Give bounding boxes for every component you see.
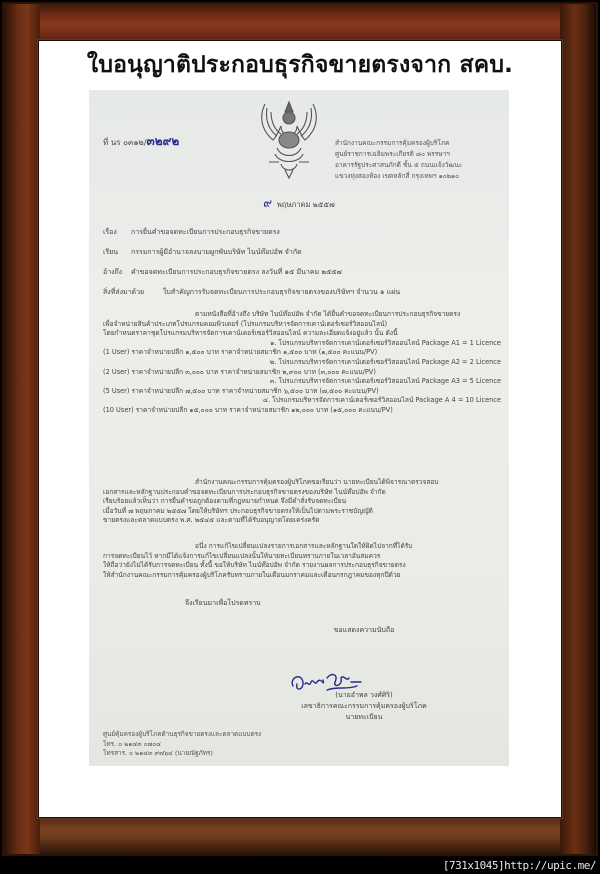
paragraph-line: เรียบร้อยแล้วเห็นว่า การยื่นคำขอถูกต้องตามที่กฎหมายกำหนด จึงมีคำสั่งรับจดทะเบียน bbox=[103, 497, 347, 506]
footer-department: ศูนย์คุ้มครองผู้บริโภคด้านธุรกิจขายตรงและตลาดแบบตรง bbox=[103, 730, 262, 738]
signer-name: (นายอำพล วงศ์ศิริ) bbox=[335, 691, 393, 699]
package-title: ๔. โปรแกรมบริหารจัดการเคาน์เตอร์เซอร์วิสออนไลน์ Package A 4 = 10 Licence bbox=[262, 396, 501, 405]
package-price: (1 User) ราคาจำหน่ายปลีก ๑,๕๐๐ บาท ราคาจำหน่ายสมาชิก ๑,๕๐๐ บาท (๑,๕๐๐ คะแนน/PV) bbox=[103, 348, 378, 357]
closing-request: จึงเรียนมาเพื่อโปรดทราบ bbox=[185, 599, 261, 607]
reference-number bbox=[103, 136, 179, 148]
frame-bottom bbox=[4, 814, 596, 854]
reference-text: คำขอจดทะเบียนการประกอบธุรกิจขายตรง ลงวันที่ ๑๕ มีนาคม ๒๕๕๗ bbox=[131, 268, 342, 276]
address-line: แขวงทุ่งสองห้อง เขตหลักสี่ กรุงเทพฯ ๑๐๒๑๐ bbox=[335, 172, 460, 180]
footer-fax: โทรสาร. ๐ ๒๑๔๓ ๙๗๖๔ (นายณัฐภัทร) bbox=[103, 749, 213, 757]
frame-mat bbox=[39, 41, 561, 817]
signer-role: นายทะเบียน bbox=[345, 713, 383, 721]
package-title: ๒. โปรแกรมบริหารจัดการเคาน์เตอร์เซอร์วิสออนไลน์ Package A2 = 2 Licence bbox=[269, 357, 501, 366]
ref-handwritten: ๓๒๙๒ bbox=[146, 134, 180, 148]
paragraph-line: อนึ่ง การแก้ไขเปลี่ยนแปลงรายการเอกสารและหลักฐานใดให้ผิดไปจากที่ได้รับ bbox=[195, 542, 413, 550]
closing-regards: ขอแสดงความนับถือ bbox=[333, 626, 395, 634]
footer-contact bbox=[103, 730, 261, 759]
paragraph-line: ให้ถือว่ายังไม่ได้รับการจดทะเบียน ทั้งนี้ ขอให้บริษัท ไนน์ท๊อปอัพ จำกัด รายงานผลการประกอบธุรกิจขายตรง bbox=[103, 561, 406, 570]
footer-phone: โทร. ๐ ๒๑๔๓ ๐๗๐๔ bbox=[103, 739, 162, 748]
subject-row bbox=[103, 227, 280, 237]
address-line: สำนักงานคณะกรรมการคุ้มครองผู้บริโภค bbox=[335, 139, 450, 147]
ref-prefix: ที่ นร ๐๓๑๒/ bbox=[103, 138, 147, 147]
subject-label: เรื่อง bbox=[103, 228, 117, 236]
date-day-handwritten: ๙ bbox=[263, 196, 273, 210]
enclosure-text: ใบสำคัญการรับจดทะเบียนการประกอบธุรกิจขายตรงของบริษัทฯ จำนวน ๑ แผ่น bbox=[163, 288, 401, 296]
frame-right bbox=[560, 4, 596, 854]
paragraph-line: สำนักงานคณะกรรมการคุ้มครองผู้บริโภคขอเรียนว่า นายทะเบียนได้พิจารณาตรวจสอบ bbox=[195, 478, 439, 486]
letter-date bbox=[89, 198, 509, 210]
frame-left bbox=[4, 4, 40, 854]
reference-row bbox=[103, 267, 342, 277]
recipient-label: เรียน bbox=[103, 248, 119, 256]
paragraph-line: เมื่อวันที่ ๗ พฤษภาคม ๒๕๕๗ โดยให้บริษัทฯ ประกอบธุรกิจขายตรงให้เป็นไปตามพระราชบัญญัติ bbox=[103, 506, 373, 515]
date-month-year: พฤษภาคม ๒๕๕๗ bbox=[276, 200, 335, 209]
paragraph-2 bbox=[103, 478, 503, 526]
paragraph-line: โดยกำหนดราคาชุดโปรแกรมบริหารจัดการเคาน์เตอร์เซอร์วิสออนไลน์ ความละเอียดแจ้งอยู่แล้ว นั้น ดังนี้ bbox=[103, 329, 398, 338]
package-price: (5 User) ราคาจำหน่ายปลีก ๗,๕๐๐ บาท ราคาจำหน่ายสมาชิก ๖,๕๐๐ บาท (๗,๕๐๐ คะแนน/PV) bbox=[103, 386, 379, 395]
package-price: (10 User) ราคาจำหน่ายปลีก ๑๕,๐๐๐ บาท ราคาจำหน่ายสมาชิก ๑๒,๐๐๐ บาท (๑๕,๐๐๐ คะแนน/PV) bbox=[103, 405, 393, 414]
paragraph-line: การจดทะเบียนไว้ หากมีได้แจ้งการแก้ไขเปลี่ยนแปลงนั้นให้นายทะเบียนทราบภายในเวลาอันสมควร bbox=[103, 551, 381, 560]
package-title: ๑. โปรแกรมบริหารจัดการเคาน์เตอร์เซอร์วิสออนไลน์ Package A1 = 1 Licence bbox=[270, 338, 501, 347]
paragraph-line: ให้สำนักงานคณะกรรมการคุ้มครองผู้บริโภครับทราบภายในเดือนมกราคมและเดือนกรกฎาคมของทุกปีด้วย bbox=[103, 570, 401, 579]
image-host-watermark: [731x1045]http://upic.me/ bbox=[442, 859, 596, 872]
paragraph-line: ขายตรงและตลาดแบบตรง พ.ศ. ๒๕๔๕ และตามที่ได้รับอนุญาตโดยเคร่งครัด bbox=[103, 516, 320, 525]
enclosure-row bbox=[103, 287, 400, 297]
frame-top bbox=[4, 4, 596, 42]
garuda-emblem-icon bbox=[255, 96, 323, 180]
signer-block bbox=[269, 690, 459, 723]
paragraph-3 bbox=[103, 542, 503, 580]
address-line: อาคารรัฐประศาสนภักดี ชั้น ๕ ถนนแจ้งวัฒนะ bbox=[335, 161, 463, 169]
signer-title: เลขาธิการคณะกรรมการคุ้มครองผู้บริโภค bbox=[301, 702, 427, 710]
address-line: ศูนย์ราชการเฉลิมพระเกียรติ ๘๐ พรรษาฯ bbox=[335, 150, 450, 158]
reference-label: อ้างถึง bbox=[103, 268, 123, 276]
recipient-text: กรรมการผู้มีอำนาจลงนามผูกพันบริษัท ไนน์ท๊อปอัพ จำกัด bbox=[131, 248, 302, 256]
enclosure-label: สิ่งที่ส่งมาด้วย bbox=[103, 288, 145, 296]
subject-text: การยื่นคำขอจดทะเบียนการประกอบธุรกิจขายตรง bbox=[131, 228, 280, 236]
paragraph-1 bbox=[103, 310, 503, 416]
org-address bbox=[335, 138, 505, 182]
package-price: (2 User) ราคาจำหน่ายปลีก ๓,๐๐๐ บาท ราคาจำหน่ายสมาชิก ๒,๙๐๐ บาท (๓,๐๐๐ คะแนน/PV) bbox=[103, 367, 376, 376]
recipient-row bbox=[103, 247, 302, 257]
package-title: ๓. โปรแกรมบริหารจัดการเคาน์เตอร์เซอร์วิสออนไลน์ Package A3 = 5 Licence bbox=[269, 377, 501, 386]
page-title: ใบอนุญาติประกอบธุรกิจขายตรงจาก สคบ. bbox=[86, 52, 514, 78]
paragraph-line: เอกสารและหลักฐานประกอบคำขอจดทะเบียนการประกอบธุรกิจขายตรงของบริษัท ไนน์ท๊อปอัพ จำกัด bbox=[103, 487, 386, 496]
license-letter bbox=[89, 90, 509, 766]
paragraph-line: เพื่อจำหน่ายสินค้าประเภทโปรแกรมคอมพิวเตอร์ (โปรแกรมบริหารจัดการเคาน์เตอร์เซอร์วิสออนไลน์) bbox=[103, 319, 388, 328]
paragraph-line: ตามหนังสือที่อ้างถึง บริษัท ไนน์ท๊อปอัพ จำกัด ได้ยื่นคำขอจดทะเบียนการประกอบธุรกิจขายตรง bbox=[195, 310, 461, 318]
